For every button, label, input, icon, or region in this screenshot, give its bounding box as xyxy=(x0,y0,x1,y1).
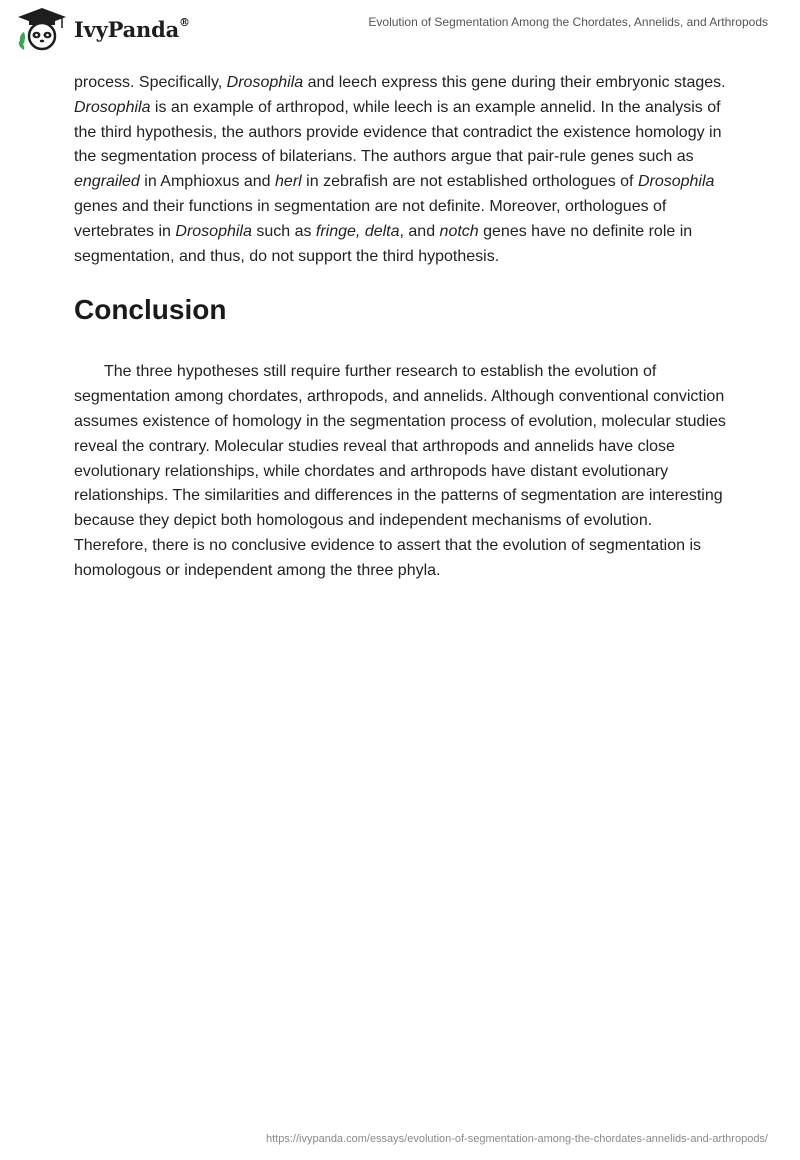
italic-term: engrailed xyxy=(74,173,140,191)
italic-term: Drosophila xyxy=(226,74,304,91)
ivypanda-logo[interactable] xyxy=(14,6,190,52)
text-run: in zebrafish are not established orthologues of xyxy=(301,173,638,191)
document-title: Evolution of Segmentation Among the Chordates, Annelids, and Arthropods xyxy=(368,15,768,29)
text-run: in Amphioxus and xyxy=(139,173,276,191)
section-heading: Conclusion xyxy=(74,294,227,326)
panda-graduate-icon xyxy=(14,6,70,52)
italic-term: Drosophila xyxy=(74,98,151,116)
italic-term: notch xyxy=(439,222,479,240)
page-header xyxy=(0,0,800,62)
text-run: , and xyxy=(399,222,440,240)
conclusion-paragraph: The three hypotheses still require further research to establish the evolution of segmentation among chordates, arthropods, and annelids. Although conventional conviction assumes existence of homology in the segmentation process of evolution, molecular studies reveal the contrary. Molecular studies reveal that arthropods and annelids have close evolutionary relationships, while chordates and arthropods have distant evolutionary relationships. The similarities and differences in the patterns of segmentation are interesting because they depict both homologous and independent mechanisms of evolution. Therefore, there is no conclusive evidence to assert that the evolution of segmentation is homologous or independent among the three phyla. xyxy=(74,363,726,579)
italic-term: herl xyxy=(275,173,302,191)
text-run: genes and their functions in segmentation are not definite. Moreover, orthologues of vertebrates in xyxy=(74,197,667,240)
italic-term: Drosophila xyxy=(175,222,252,240)
essay-content xyxy=(74,71,730,584)
text-run: genes have no definite role in segmentation, and thus, do not support the third hypothesis. xyxy=(74,222,693,265)
text-run: process. Specifically, xyxy=(74,74,227,91)
body-paragraph xyxy=(74,71,730,269)
logo-wordmark: IvyPanda® xyxy=(74,15,190,42)
text-run: is an example of arthropod, while leech is an example annelid. In the analysis of the third hypothesis, the authors provide evidence that contradict the existence homology in the segmentation process of bilaterians. The authors argue that pair-rule genes such as xyxy=(74,98,722,166)
italic-term: fringe, delta xyxy=(315,222,400,240)
italic-term: Drosophila xyxy=(637,173,715,191)
text-run: and leech express this gene during their embryonic stages. xyxy=(303,74,726,91)
source-url[interactable]: https://ivypanda.com/essays/evolution-of-segmentation-among-the-chordates-annelids-and-arthropods/ xyxy=(266,1133,768,1145)
text-run: such as xyxy=(251,222,316,240)
